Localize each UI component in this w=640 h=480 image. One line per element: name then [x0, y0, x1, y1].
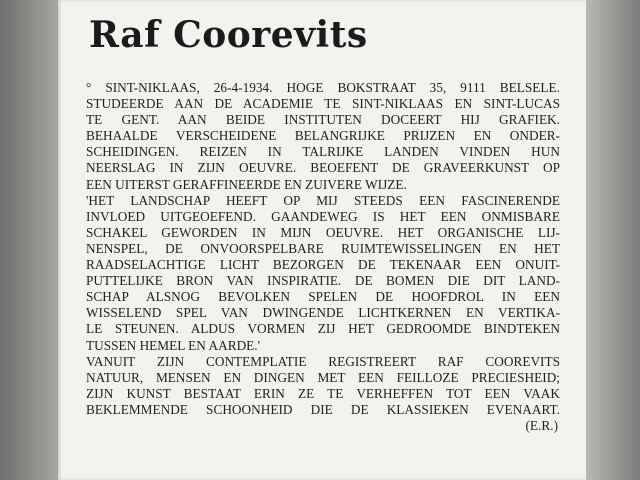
- text-line: PUTTELIJKE BRON VAN INSPIRATIE. DE BOMEN DIE DIT LAND-: [86, 273, 560, 289]
- paragraph-quote: [86, 193, 560, 354]
- right-background-strip: [586, 0, 640, 480]
- text-line: ZIJN KUNST BESTAAT ERIN ZE TE VERHEFFEN TOT EEN VAAK: [86, 385, 560, 401]
- text-line: BEKLEMMENDE SCHOONHEID DIE DE KLASSIEKEN EVENAART.: [86, 401, 560, 417]
- text-line: INVLOED UITGEOEFEND. GAANDEWEG IS HET EEN ONMISBARE: [86, 208, 560, 224]
- author-initials: (E.R.): [525, 417, 558, 433]
- text-line: STUDEERDE AAN DE ACADEMIE TE SINT-NIKLAAS EN SINT-LUCAS: [86, 96, 560, 112]
- text-line: RAADSELACHTIGE LICHT BEZORGEN DE TEKENAAR EEN ONUIT-: [86, 257, 560, 273]
- text-line: SCHEIDINGEN. REIZEN IN TALRIJKE LANDEN VINDEN HUN: [86, 144, 560, 160]
- text-line: NATUUR, MENSEN EN DINGEN MET EEN FEILLOZE PRECIESHEID;: [86, 369, 560, 385]
- text-line: SCHAP ALSNOG BEVOLKEN SPELEN DE HOOFDROL IN EEN: [86, 289, 560, 305]
- biography-text: [86, 80, 560, 434]
- text-line: TUSSEN HEMEL EN AARDE.': [86, 337, 261, 353]
- text-line: EEN UITERST GERAFFINEERDE EN ZUIVERE WIJZE.: [86, 176, 407, 192]
- text-line: BEHAALDE VERSCHEIDENE BELANGRIJKE PRIJZEN EN ONDER-: [86, 128, 560, 144]
- text-line: VANUIT ZIJN CONTEMPLATIE REGISTREERT RAF COOREVITS: [86, 353, 560, 369]
- text-line: SCHAKEL GEWORDEN IN MIJN OEUVRE. HET ORGANISCHE LIJ-: [86, 224, 560, 240]
- text-line: NENSPEL, DE ONVOORSPELBARE RUIMTEWISSELINGEN EN HET: [86, 240, 560, 256]
- page-title: Raf Coorevits: [89, 14, 368, 56]
- text-line: WISSELEND SPEL VAN DWINGENDE LICHTKERNEN EN VERTIKA-: [86, 305, 560, 321]
- paragraph-biography: [86, 80, 560, 193]
- text-line: LE STEUNEN. ALDUS VORMEN ZIJ HET GEDROOMDE BINDTEKEN: [86, 321, 560, 337]
- paragraph-conclusion: [86, 354, 560, 418]
- text-line: 'HET LANDSCHAP HEEFT OP MIJ STEEDS EEN FASCINERENDE: [86, 192, 560, 208]
- text-line: TE GENT. AAN BEIDE INSTITUTEN DOCEERT HIJ GRAFIEK.: [86, 112, 560, 128]
- text-line: ° SINT-NIKLAAS, 26-4-1934. HOGE BOKSTRAAT 35, 9111 BELSELE.: [86, 80, 560, 95]
- left-background-strip: [0, 0, 58, 480]
- text-line: NEERSLAG IN ZIJN OEUVRE. BEOEFENT DE GRAVEERKUNST OP: [86, 160, 560, 176]
